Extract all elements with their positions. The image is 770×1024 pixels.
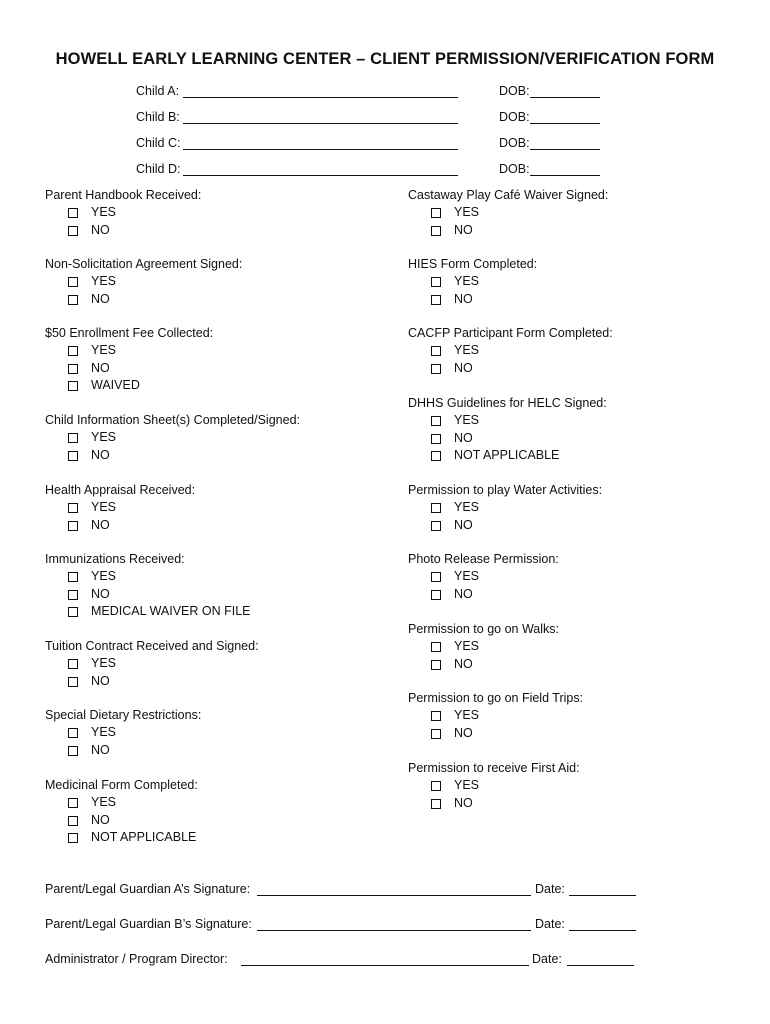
checkbox[interactable] — [68, 277, 78, 287]
question-title: Permission to play Water Activities: — [408, 483, 603, 497]
checkbox[interactable] — [431, 416, 441, 426]
option-yes[interactable] — [408, 707, 583, 724]
child-row — [0, 84, 770, 102]
option-label: YES — [91, 205, 117, 220]
option-yes[interactable] — [408, 499, 602, 516]
checkbox[interactable] — [431, 799, 441, 809]
option-label: NO — [91, 222, 110, 237]
checkbox[interactable] — [68, 746, 78, 756]
question-field-trips — [408, 690, 583, 742]
question-title: CACFP Participant Form Completed: — [408, 326, 613, 340]
checkbox[interactable] — [68, 816, 78, 826]
child-row — [0, 136, 770, 154]
child-name-field[interactable] — [183, 175, 458, 176]
signature-row-guardian-b — [45, 917, 745, 935]
option-no[interactable] — [45, 812, 198, 829]
question-title: Photo Release Permission: — [408, 552, 559, 566]
option-not-applicable[interactable] — [408, 447, 607, 464]
option-no[interactable] — [45, 673, 259, 690]
question-cacfp-form — [408, 325, 613, 377]
checkbox[interactable] — [68, 590, 78, 600]
option-label: NO — [454, 291, 473, 306]
checkbox[interactable] — [431, 572, 441, 582]
option-label: NO — [91, 742, 110, 757]
option-no[interactable] — [408, 222, 608, 239]
checkbox[interactable] — [68, 208, 78, 218]
question-castaway-waiver — [408, 187, 608, 239]
child-label: Child D: — [136, 162, 181, 176]
question-title: $50 Enrollment Fee Collected: — [45, 326, 214, 340]
option-label: YES — [454, 274, 480, 289]
option-label: NO — [91, 291, 110, 306]
option-no[interactable] — [408, 517, 602, 534]
child-row — [0, 162, 770, 180]
option-label: NO — [454, 795, 473, 810]
checkbox[interactable] — [431, 364, 441, 374]
option-label: YES — [91, 725, 117, 740]
option-label: NO — [454, 586, 473, 601]
option-no[interactable] — [45, 517, 195, 534]
question-title: Medicinal Form Completed: — [45, 778, 198, 792]
checkbox[interactable] — [68, 607, 78, 617]
checkbox[interactable] — [431, 226, 441, 236]
question-walks — [408, 621, 559, 673]
checkbox[interactable] — [431, 434, 441, 444]
question-title: Health Appraisal Received: — [45, 483, 196, 497]
dob-label: DOB: — [499, 110, 530, 124]
child-label: Child C: — [136, 136, 181, 150]
checkbox[interactable] — [68, 381, 78, 391]
question-photo-release — [408, 551, 559, 603]
option-yes[interactable] — [408, 412, 607, 429]
question-health-appraisal — [45, 482, 195, 534]
child-label: Child A: — [136, 84, 180, 98]
question-title: Parent Handbook Received: — [45, 188, 202, 202]
option-yes[interactable] — [408, 204, 608, 221]
question-special-dietary — [45, 707, 201, 759]
option-label: NO — [454, 656, 473, 671]
question-medicinal-form — [45, 777, 198, 847]
option-no[interactable] — [408, 725, 583, 742]
checkbox[interactable] — [431, 295, 441, 305]
checkbox[interactable] — [431, 208, 441, 218]
option-yes[interactable] — [45, 568, 251, 585]
dob-label: DOB: — [499, 84, 530, 98]
option-no[interactable] — [45, 360, 213, 377]
option-label: YES — [454, 205, 480, 220]
option-yes[interactable] — [45, 724, 201, 741]
date-field[interactable] — [569, 930, 636, 931]
option-label: NO — [91, 447, 110, 462]
option-no[interactable] — [45, 742, 201, 759]
option-yes[interactable] — [45, 499, 195, 516]
option-label: NO — [91, 517, 110, 532]
option-label: NO — [454, 222, 473, 237]
date-label: Date: — [535, 882, 565, 896]
checkbox[interactable] — [431, 781, 441, 791]
checkbox[interactable] — [431, 277, 441, 287]
option-label: YES — [91, 430, 117, 445]
checkbox[interactable] — [68, 677, 78, 687]
option-label: YES — [454, 500, 480, 515]
question-child-information-sheet — [45, 412, 300, 464]
option-label: NO — [454, 430, 473, 445]
option-yes[interactable] — [408, 638, 559, 655]
option-label: WAIVED — [91, 378, 140, 393]
option-no[interactable] — [408, 795, 580, 812]
child-name-field[interactable] — [183, 97, 458, 98]
signature-label: Parent/Legal Guardian A’s Signature: — [45, 882, 251, 896]
checkbox[interactable] — [431, 521, 441, 531]
checkbox[interactable] — [68, 346, 78, 356]
option-medical-waiver[interactable] — [45, 603, 251, 620]
question-title: Child Information Sheet(s) Completed/Signed: — [45, 413, 300, 427]
child-name-field[interactable] — [183, 123, 458, 124]
question-immunizations — [45, 551, 251, 621]
option-label: NO — [454, 517, 473, 532]
signature-row-administrator — [45, 952, 745, 970]
checkbox[interactable] — [431, 590, 441, 600]
child-row — [0, 110, 770, 128]
dob-label: DOB: — [499, 136, 530, 150]
option-label: YES — [91, 795, 117, 810]
option-waived[interactable] — [45, 377, 213, 394]
question-hies-form — [408, 256, 537, 308]
option-label: NOT APPLICABLE — [454, 448, 560, 463]
dob-field[interactable] — [530, 175, 600, 176]
option-yes[interactable] — [408, 273, 537, 290]
option-yes[interactable] — [45, 342, 213, 359]
option-label: YES — [91, 500, 117, 515]
option-no[interactable] — [408, 291, 537, 308]
option-label: YES — [91, 274, 117, 289]
option-yes[interactable] — [45, 429, 300, 446]
form-title: HOWELL EARLY LEARNING CENTER – CLIENT PERMISSION/VERIFICATION FORM — [55, 50, 715, 68]
date-field[interactable] — [567, 965, 634, 966]
checkbox[interactable] — [431, 451, 441, 461]
date-field[interactable] — [569, 895, 636, 896]
question-title: Permission to go on Walks: — [408, 622, 559, 636]
checkbox[interactable] — [68, 364, 78, 374]
option-label: YES — [454, 708, 480, 723]
option-no[interactable] — [408, 360, 613, 377]
option-label: NO — [454, 725, 473, 740]
checkbox[interactable] — [68, 572, 78, 582]
option-label: YES — [454, 639, 480, 654]
date-label: Date: — [532, 952, 562, 966]
option-yes[interactable] — [408, 342, 613, 359]
option-no[interactable] — [408, 586, 559, 603]
option-yes[interactable] — [408, 568, 559, 585]
question-title: Special Dietary Restrictions: — [45, 708, 202, 722]
checkbox[interactable] — [68, 295, 78, 305]
question-tuition-contract — [45, 638, 259, 690]
option-no[interactable] — [408, 430, 607, 447]
option-label: NO — [91, 812, 110, 827]
question-title: Immunizations Received: — [45, 552, 185, 566]
signature-label: Administrator / Program Director: — [45, 952, 228, 966]
checkbox[interactable] — [68, 226, 78, 236]
option-no[interactable] — [45, 222, 201, 239]
checkbox[interactable] — [68, 728, 78, 738]
option-label: YES — [454, 343, 480, 358]
date-label: Date: — [535, 917, 565, 931]
option-yes[interactable] — [45, 794, 198, 811]
option-label: NO — [91, 360, 110, 375]
signature-field[interactable] — [257, 895, 531, 896]
option-no[interactable] — [408, 656, 559, 673]
checkbox[interactable] — [68, 503, 78, 513]
signature-row-guardian-a — [45, 882, 745, 900]
question-non-solicitation — [45, 256, 242, 308]
option-label: YES — [91, 569, 117, 584]
signature-label: Parent/Legal Guardian B’s Signature: — [45, 917, 252, 931]
question-title: HIES Form Completed: — [408, 257, 538, 271]
question-title: Castaway Play Café Waiver Signed: — [408, 188, 609, 202]
checkbox[interactable] — [68, 833, 78, 843]
option-yes[interactable] — [45, 273, 242, 290]
dob-field[interactable] — [530, 149, 600, 150]
child-name-field[interactable] — [183, 149, 458, 150]
checkbox[interactable] — [431, 660, 441, 670]
option-yes[interactable] — [45, 204, 201, 221]
option-label: YES — [91, 656, 117, 671]
question-water-activities — [408, 482, 602, 534]
option-not-applicable[interactable] — [45, 829, 198, 846]
option-no[interactable] — [45, 291, 242, 308]
dob-field[interactable] — [530, 97, 600, 98]
option-label: MEDICAL WAIVER ON FILE — [91, 604, 251, 619]
checkbox[interactable] — [431, 346, 441, 356]
option-label: NO — [454, 360, 473, 375]
option-label: NO — [91, 586, 110, 601]
checkbox[interactable] — [431, 503, 441, 513]
option-yes[interactable] — [408, 777, 580, 794]
option-label: NO — [91, 673, 110, 688]
checkbox[interactable] — [68, 433, 78, 443]
question-first-aid — [408, 760, 580, 812]
option-label: YES — [454, 569, 480, 584]
checkbox[interactable] — [431, 711, 441, 721]
signature-field[interactable] — [257, 930, 531, 931]
dob-field[interactable] — [530, 123, 600, 124]
option-label: YES — [454, 778, 480, 793]
checkbox[interactable] — [68, 451, 78, 461]
question-parent-handbook — [45, 187, 201, 239]
question-title: Non-Solicitation Agreement Signed: — [45, 257, 243, 271]
option-yes[interactable] — [45, 655, 259, 672]
dob-label: DOB: — [499, 162, 530, 176]
option-label: YES — [454, 413, 480, 428]
question-title: Tuition Contract Received and Signed: — [45, 639, 259, 653]
option-no[interactable] — [45, 586, 251, 603]
checkbox[interactable] — [68, 798, 78, 808]
checkbox[interactable] — [68, 659, 78, 669]
child-label: Child B: — [136, 110, 180, 124]
option-label: YES — [91, 343, 117, 358]
option-no[interactable] — [45, 447, 300, 464]
question-title: DHHS Guidelines for HELC Signed: — [408, 396, 607, 410]
question-title: Permission to receive First Aid: — [408, 761, 580, 775]
checkbox[interactable] — [431, 642, 441, 652]
option-label: NOT APPLICABLE — [91, 830, 197, 845]
checkbox[interactable] — [431, 729, 441, 739]
signature-field[interactable] — [241, 965, 529, 966]
question-title: Permission to go on Field Trips: — [408, 691, 584, 705]
question-dhhs-guidelines — [408, 395, 607, 465]
checkbox[interactable] — [68, 521, 78, 531]
question-enrollment-fee — [45, 325, 213, 395]
